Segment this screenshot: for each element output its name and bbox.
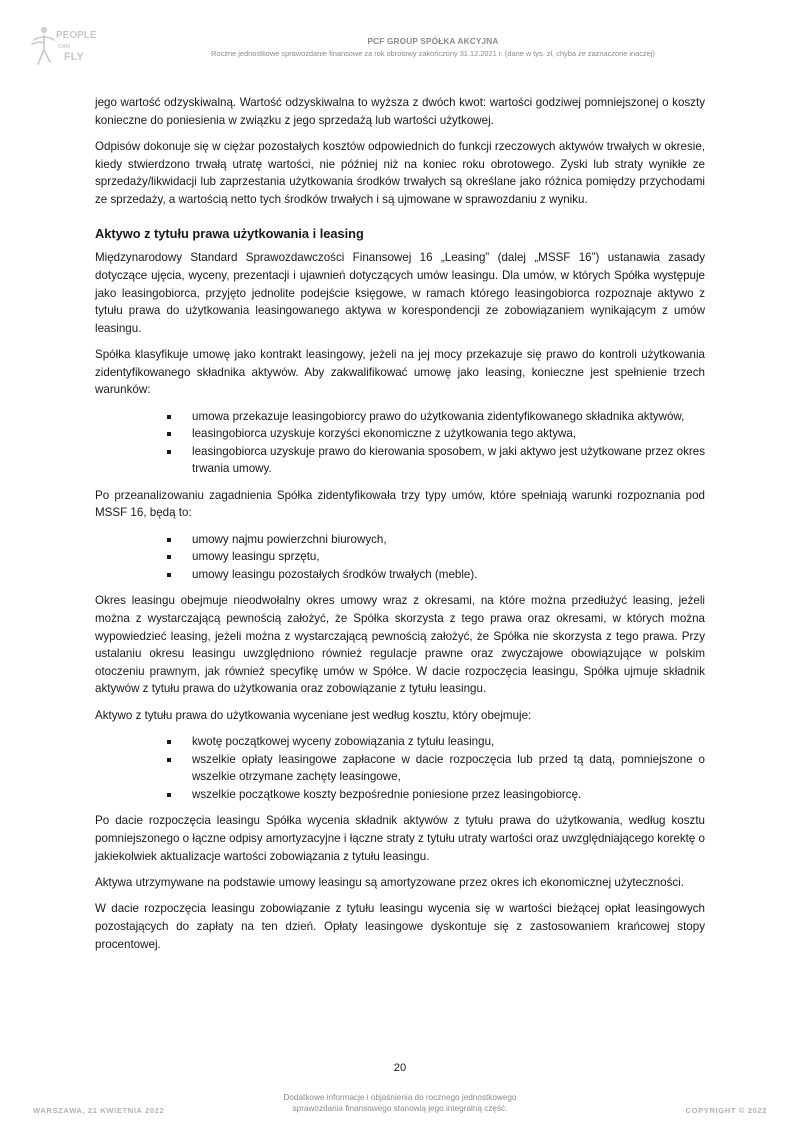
paragraph: Aktywa utrzymywane na podstawie umowy leasingu są amortyzowane przez okres ich ekonomicznej użyteczności. xyxy=(95,875,684,889)
list-item: kwotę początkowej wyceny zobowiązania z tytułu leasingu, xyxy=(192,733,705,751)
logo-word-can: CAN xyxy=(58,44,70,50)
paragraph: W dacie rozpoczęcia leasingu zobowiązanie z tytułu leasingu wycenia się w wartości bieżącej opłat leasingowych pozostających do zapłaty na ten dzień. Opłaty leasingowe dyskontuje się z zastosowaniem krańcowej stopy procentowej. xyxy=(95,902,705,951)
company-name: PCF GROUP SPÓŁKA AKCYJNA xyxy=(367,37,499,46)
paragraph: Odpisów dokonuje się w ciężar pozostałych kosztów odpowiednich do funkcji rzeczowych aktywów trwałych w okresie, kiedy stwierdzono trwałą utratę wartości, nie później niż na koniec roku obrotowego. Zyski lub straty wynikłe ze sprzedaży/likwidacji lub zaprzestania użytkowania środków trwałych są określane jako różnica pomiędzy przychodami ze sprzedaży, a wartością netto tych środków trwałych i są ujmowane w sprawozdaniu z wyniku. xyxy=(95,139,705,206)
conditions-list xyxy=(95,408,705,478)
list-item: wszelkie początkowe koszty bezpośrednie poniesione przez leasingobiorcę. xyxy=(192,786,705,804)
contract-types-list xyxy=(95,531,705,584)
document-body xyxy=(95,94,705,962)
list-item: leasingobiorca uzyskuje prawo do kierowania sposobem, w jaki aktywo jest użytkowane przez okres trwania umowy. xyxy=(192,443,705,478)
logo-word-fly: FLY xyxy=(64,51,84,63)
cost-components-list xyxy=(95,733,705,803)
logo-word-people: PEOPLE xyxy=(56,30,97,41)
list-item: umowy leasingu sprzętu, xyxy=(192,548,705,566)
list-item: umowy leasingu pozostałych środków trwałych (meble). xyxy=(192,566,705,584)
paragraph: Po dacie rozpoczęcia leasingu Spółka wycenia składnik aktywów z tytułu prawa do użytkowania, według kosztu pomniejszonego o łączne odpisy amortyzacyjne i łączne straty z tytułu utraty wartości oraz uwzględniającego korektę o jakiekolwiek aktualizacje wartości zobowiązania z tytułu leasingu. xyxy=(95,814,705,863)
paragraph: Aktywo z tytułu prawa do użytkowania wyceniane jest według kosztu, który obejmuje: xyxy=(95,708,532,722)
footer-note-line: sprawozdania finansowego stanowią jego integralną część. xyxy=(292,1104,508,1113)
paragraph: Spółka klasyfikuje umowę jako kontrakt leasingowy, jeżeli na jej mocy przekazuje się prawo do kontroli użytkowania zidentyfikowanego składnika aktywów. Aby zakwalifikować umowę jako leasing, konieczne jest spełnienie trzech warunków: xyxy=(95,348,705,397)
list-item: umowa przekazuje leasingobiorcy prawo do użytkowania zidentyfikowanego składnika aktywów, xyxy=(192,408,705,426)
list-item: umowy najmu powierzchni biurowych, xyxy=(192,531,705,549)
paragraph: Międzynarodowy Standard Sprawozdawczości Finansowej 16 „Leasing” (dalej „MSSF 16”) ustanawia zasady dotyczące ujęcia, wyceny, prezentacji i ujawnień dotyczących umów leasingu. Dla umów, w których Spółka występuje jako leasingobiorca, przyjęto jednolite podejście księgowe, w ramach którego leasingobiorca rozpoznaje aktywo z tytułu prawa do użytkowania leasingowanego aktywa w korespondencji ze zobowiązaniem wynikającym z umów leasingu. xyxy=(95,251,705,335)
report-subtitle: Roczne jednostkowe sprawozdanie finansowe za rok obrotowy zakończony 31.12.2021 r. (dane w tys. zł, chyba że zaznaczone inaczej) xyxy=(211,49,655,58)
company-logo xyxy=(30,22,97,72)
paragraph: Okres leasingu obejmuje nieodwołalny okres umowy wraz z okresami, na które można przedłużyć leasing, jeżeli można z wystarczającą pewnością założyć, że Spółka skorzysta z tego prawa oraz okresami, w których można wypowiedzieć leasing, jeżeli można z wystarczającą pewnością założyć, że Spółka nie skorzysta z tego prawa. Przy ustalaniu okresu leasingu uwzględniono również regulacje prawne oraz zwyczajowe obowiązujące w polskim otoczeniu prawnym, jak również specyfikę umów w Spółce. W dacie rozpoczęcia leasingu, Spółka ujmuje składnik aktywów z tytułu prawa do użytkowania oraz zobowiązanie z tytułu leasingu. xyxy=(95,594,705,696)
footer-note-line: Dodatkowe informacje i objaśnienia do rocznego jednostkowego xyxy=(283,1093,517,1102)
list-item: wszelkie opłaty leasingowe zapłacone w dacie rozpoczęcia lub przed tą datą, pomniejszone o wszelkie otrzymane zachęty leasingowe, xyxy=(192,751,705,786)
section-heading: Aktywo z tytułu prawa użytkowania i leasing xyxy=(95,226,364,242)
paragraph: Po przeanalizowaniu zagadnienia Spółka zidentyfikowała trzy typy umów, które spełniają warunki rozpoznania pod MSSF 16, będą to: xyxy=(95,488,705,520)
page-header xyxy=(100,37,766,58)
list-item: leasingobiorca uzyskuje korzyści ekonomiczne z użytkowania tego aktywa, xyxy=(192,425,705,443)
paragraph: jego wartość odzyskiwalną. Wartość odzyskiwalna to wyższa z dwóch kwot: wartości godziwej pomniejszonej o koszty konieczne do poniesienia w związku z jego sprzedażą lub wartości użytkowej. xyxy=(95,96,705,127)
page-number: 20 xyxy=(393,1062,407,1074)
footer-place-date: WARSZAWA, 21 KWIETNIA 2022 xyxy=(33,1106,165,1115)
footer-copyright: COPYRIGHT © 2022 xyxy=(685,1106,767,1115)
